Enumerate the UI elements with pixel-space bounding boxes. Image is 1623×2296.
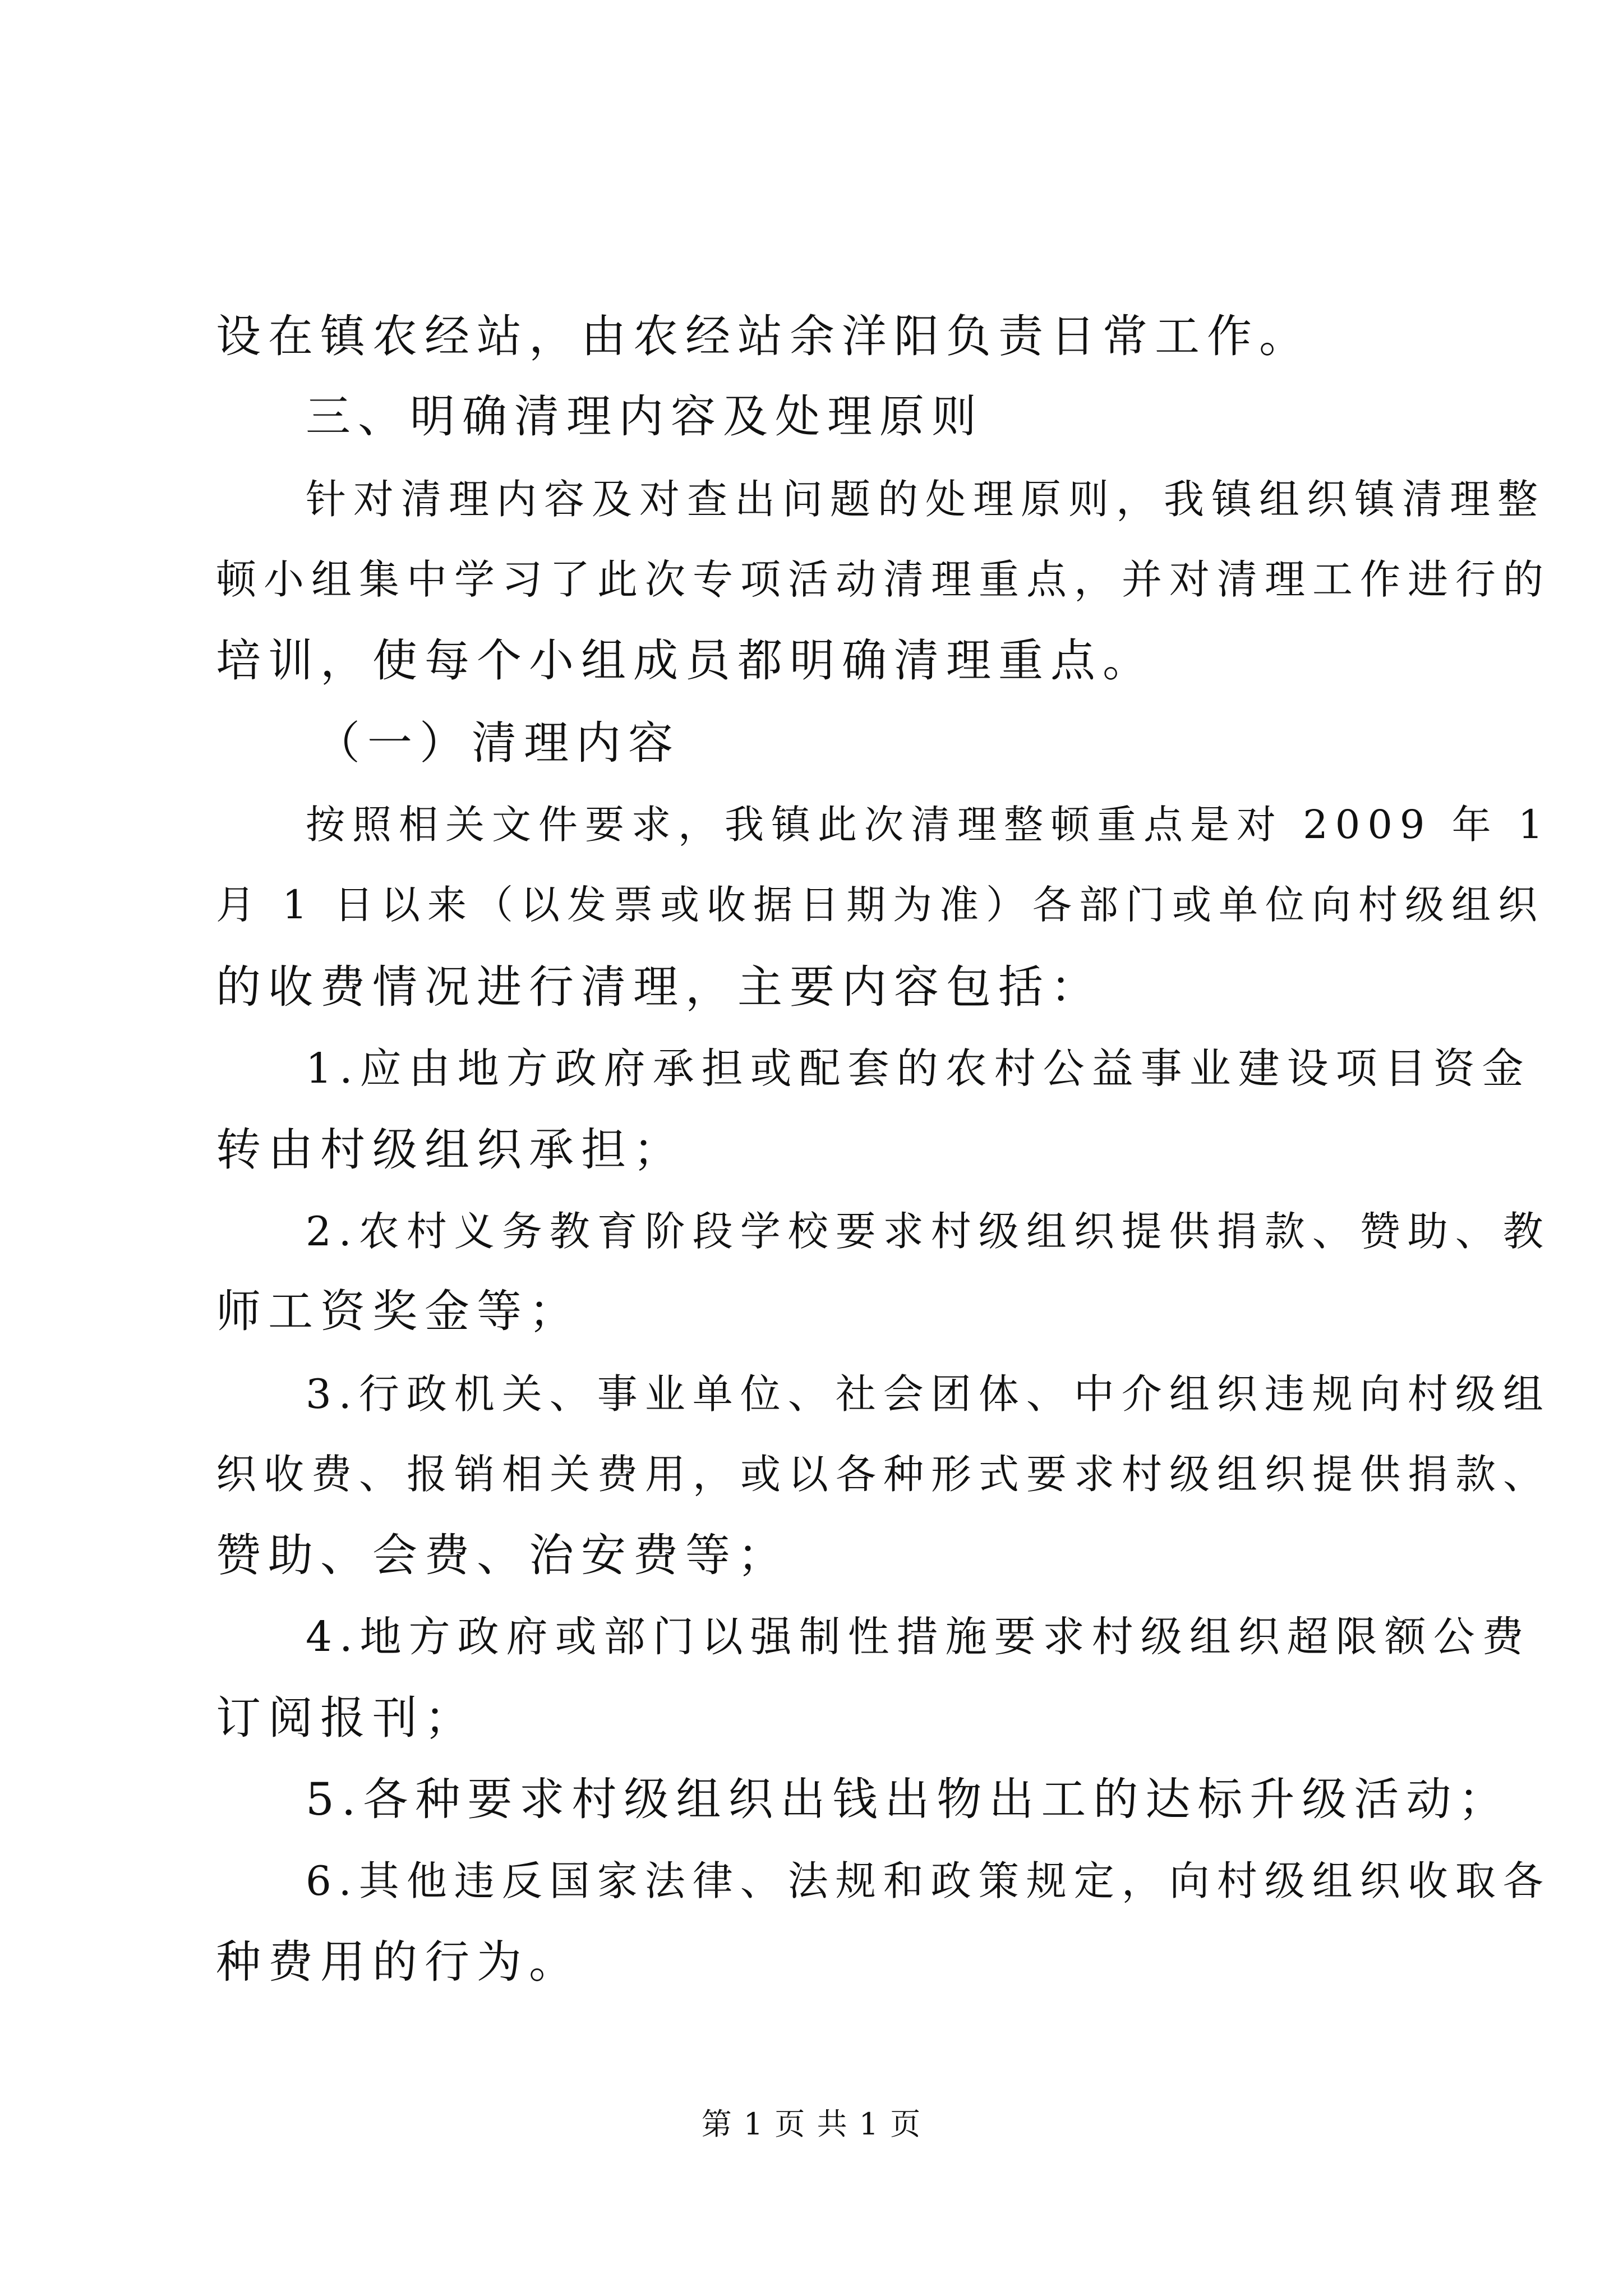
- text-line: 针对清理内容及对查出问题的处理原则，我镇组织镇清理整: [306, 476, 1546, 523]
- text-line: 转由村级组织承担；: [216, 1124, 685, 1176]
- list-item: 2.农村义务教育阶段学校要求村级组织提供捐款、赞助、教: [306, 1208, 1551, 1255]
- list-item: 6.其他违反国家法律、法规和政策规定，向村级组织收取各: [306, 1857, 1551, 1904]
- text-line: 种费用的行为。: [216, 1936, 581, 1988]
- text-line: 的收费情况进行清理，主要内容包括：: [216, 961, 1103, 1013]
- list-item: 3.行政机关、事业单位、社会团体、中介组织违规向村级组: [306, 1370, 1551, 1418]
- text-line: 赞助、会费、治安费等；: [216, 1529, 790, 1581]
- text-line: 设在镇农经站，由农经站余洋阳负责日常工作。: [216, 310, 1311, 362]
- text-line: 培训，使每个小组成员都明确清理重点。: [216, 634, 1155, 687]
- text-line: 师工资奖金等；: [216, 1285, 581, 1337]
- list-item: 4.地方政府或部门以强制性措施要求村级组织超限额公费: [306, 1613, 1531, 1661]
- list-item: 5.各种要求村级组织出钱出物出工的达标升级活动；: [306, 1773, 1511, 1825]
- page-footer: 第 1 页 共 1 页: [701, 2106, 922, 2142]
- text-line: 织收费、报销相关费用，或以各种形式要求村级组织提供捐款、: [216, 1451, 1551, 1498]
- text-line: 月 1 日以来（以发票或收据日期为准）各部门或单位向村级组织: [216, 882, 1545, 928]
- list-item: 1.应由地方政府承担或配套的农村公益事业建设项目资金: [306, 1045, 1531, 1093]
- section-heading: 三、明确清理内容及处理原则: [306, 390, 984, 443]
- text-line: 按照相关文件要求，我镇此次清理整顿重点是对 2009 年 1: [306, 802, 1551, 848]
- text-line: 订阅报刊；: [216, 1692, 477, 1744]
- subsection-heading: （一）清理内容: [315, 717, 680, 769]
- text-line: 顿小组集中学习了此次专项活动清理重点，并对清理工作进行的: [216, 556, 1551, 603]
